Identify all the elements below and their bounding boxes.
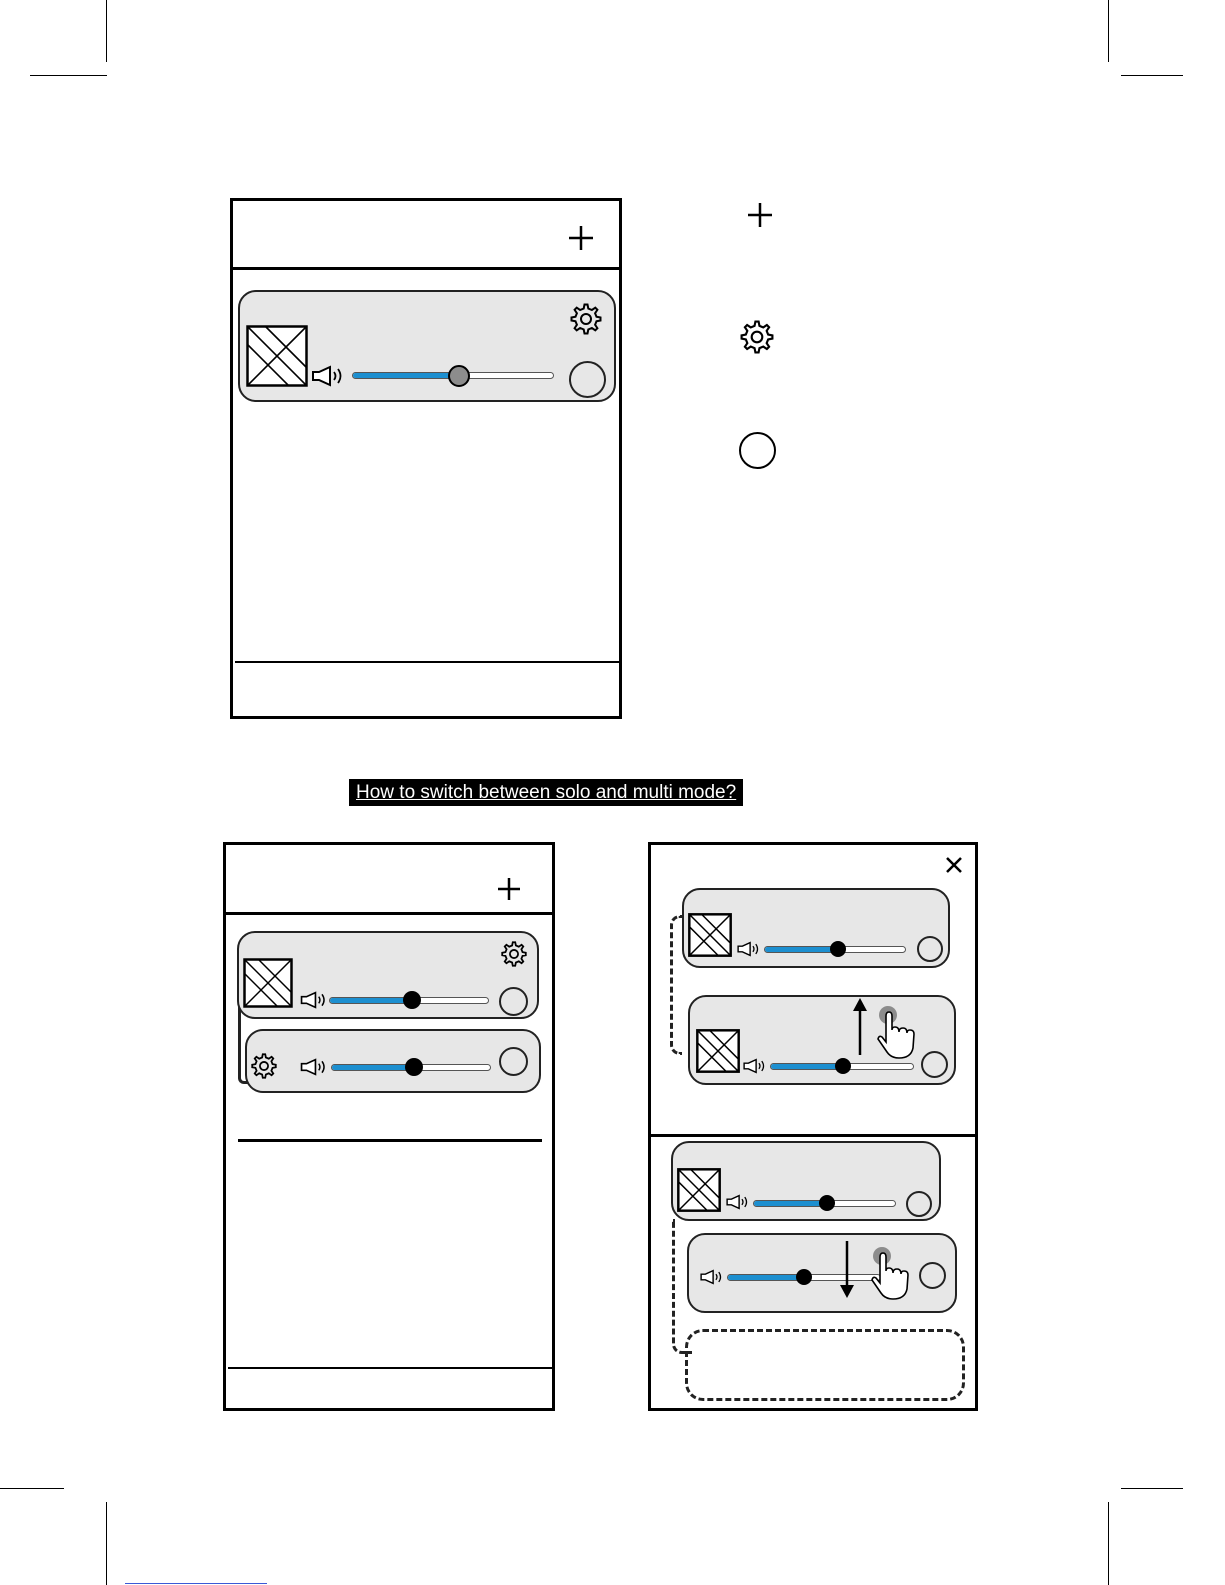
plus-icon[interactable] [566,223,596,253]
crop-mark [106,1502,107,1585]
gear-icon [740,320,774,354]
speaker-icon [736,941,760,957]
image-placeholder-icon [696,1029,740,1073]
crop-mark [1121,1488,1183,1489]
volume-slider-knob[interactable] [796,1269,812,1285]
arrow-down-icon [839,1239,855,1299]
record-button[interactable] [917,936,943,962]
volume-slider-knob[interactable] [835,1058,851,1074]
tap-hand-icon [871,1245,913,1301]
volume-slider-fill [332,1065,414,1070]
volume-slider-fill [765,947,838,952]
speaker-icon [299,991,327,1009]
sound-card[interactable] [671,1141,941,1221]
volume-slider-knob[interactable] [830,941,846,957]
image-placeholder-icon [677,1168,721,1212]
gear-icon[interactable] [251,1053,277,1079]
footer-divider [228,1367,554,1369]
volume-slider-fill [754,1201,827,1206]
close-icon[interactable] [944,855,964,875]
record-button[interactable] [919,1262,946,1289]
volume-slider-fill [771,1064,843,1069]
header-divider [226,912,552,915]
speaker-icon [725,1194,749,1210]
header-divider [233,267,619,270]
record-button[interactable] [569,361,606,398]
sound-card[interactable] [688,995,956,1085]
multi-mode-screen [223,842,555,1411]
image-placeholder-icon [246,325,308,387]
sound-card[interactable] [238,290,616,402]
image-placeholder-icon [243,958,293,1008]
speaker-icon [310,365,344,387]
tap-hand-icon [877,1004,919,1060]
drag-gesture-screen [648,842,978,1411]
help-link[interactable]: How to switch between solo and multi mode? [349,779,743,806]
volume-slider-fill [353,373,459,378]
footer-divider [235,661,621,663]
gear-icon[interactable] [501,941,527,967]
sound-card[interactable] [687,1233,957,1313]
record-button[interactable] [499,987,528,1016]
sound-card[interactable] [682,888,950,968]
image-placeholder-icon [688,913,732,957]
crop-mark [30,75,107,76]
list-divider [238,1139,542,1142]
volume-slider-knob[interactable] [405,1058,423,1076]
crop-mark [0,1488,64,1489]
gear-icon[interactable] [570,303,602,335]
volume-slider-knob[interactable] [403,991,421,1009]
plus-icon [745,200,775,230]
arrow-up-icon [852,997,868,1057]
speaker-icon [699,1269,723,1285]
crop-mark [1108,1502,1109,1585]
footer-link-underline [125,1583,267,1584]
speaker-icon [742,1058,766,1074]
drag-connector [670,915,682,1055]
drop-zone[interactable] [685,1329,965,1401]
crop-mark [106,0,107,62]
speaker-icon [299,1058,327,1076]
crop-mark [1108,0,1109,62]
volume-slider-fill [330,998,412,1003]
sound-card[interactable] [245,1029,541,1093]
record-button[interactable] [921,1051,948,1078]
sound-card[interactable] [237,931,539,1019]
volume-slider-knob[interactable] [819,1195,835,1211]
record-button[interactable] [906,1191,932,1217]
volume-slider-knob[interactable] [448,365,470,387]
crop-mark [1121,75,1183,76]
record-button[interactable] [499,1047,528,1076]
circle-button-icon [739,432,776,469]
plus-icon[interactable] [496,876,522,902]
solo-mode-screen [230,198,622,719]
volume-slider-fill [728,1275,804,1280]
section-divider [651,1134,975,1137]
